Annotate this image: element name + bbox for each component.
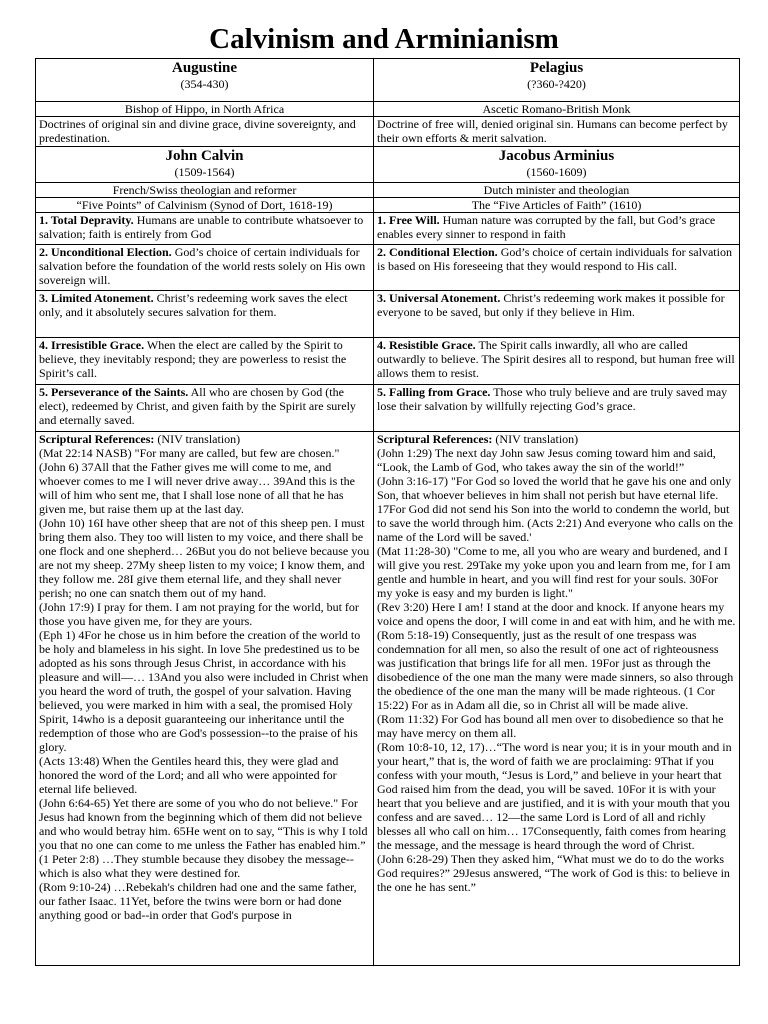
arminius-ref: (John 6:28-29) Then they asked him, “What must we do to do the works God requires?” 29Jesus answered, “The work of God is this: to believe in the one he has sent.” (377, 852, 730, 894)
augustine-name: Augustine (171, 60, 238, 76)
calvin-scripture-refs (36, 432, 374, 966)
arminius-name: Jacobus Arminius (498, 148, 615, 164)
arminius-scripture-refs (374, 432, 740, 966)
arminius-ref: (Rom 5:18-19) Consequently, just as the result of one trespass was condemnation for all men, so also the result of one act of righteousness was justification that brings life for all men. 19For just as through the disobedience of the one man the many were made sinners, so also through the obedience of the one man the many will be made righteous. (1 Cor 15:22) For as in Adam all die, so in Christ all will be made alive. (377, 628, 734, 712)
calvin-ref: (John 10) 16I have other sheep that are not of this sheep pen. I must bring them also. They too will listen to my voice, and there shall be one flock and one shepherd… 26But you do not believe because you are not my sheep. 27My sheep listen to my voice; I know them, and they follow me. 28I give them eternal life, and they shall never perish; no one can snatch them out of my hand. (39, 516, 370, 600)
page-title: Calvinism and Arminianism (209, 23, 559, 55)
pelagius-doctrine: Doctrine of free will, denied original sin. Humans can become perfect by their own efforts & merit salvation. (374, 117, 740, 147)
calvin-point-5: 5. Perseverance of the Saints. All who are chosen by God (the elect), redeemed by Christ, and given faith by the Spirit are surely and eternally saved. (36, 385, 374, 432)
calvin-ref: (John 6) 37All that the Father gives me will come to me, and whoever comes to me I will never drive away… 39And this is the will of him who sent me, that I shall lose none of all that he has given me, but raise them up at the last day. (39, 460, 355, 516)
arminius-point-4: 4. Resistible Grace. The Spirit calls inwardly, all who are called outwardly to believe. The Spirit desires all to respond, but human free will allows them to resist. (374, 338, 740, 385)
pelagius-role: Ascetic Romano-British Monk (374, 102, 740, 117)
comparison-table (35, 58, 740, 966)
arminius-point-2: 2. Conditional Election. God’s choice of certain individuals for salvation is based on His foreseeing that they would respond to His call. (374, 245, 740, 291)
augustine-role: Bishop of Hippo, in North Africa (36, 102, 374, 117)
calvin-system: “Five Points” of Calvinism (Synod of Dort, 1618-19) (36, 198, 374, 213)
arminius-ref: (Mat 11:28-30) "Come to me, all you who are weary and burdened, and I will give you rest. 29Take my yoke upon you and learn from me, for I am gentle and humble in heart, and you will find rest for your souls. 30For my yoke is easy and my burden is light." (377, 544, 731, 600)
pelagius-dates: (?360-?420) (527, 77, 586, 91)
calvin-ref: (1 Peter 2:8) …They stumble because they disobey the message--which is also what they were destined for. (39, 852, 354, 880)
pelagius-name: Pelagius (529, 60, 584, 76)
calvin-point-1: 1. Total Depravity. Humans are unable to contribute whatsoever to salvation; faith is entirely from God (36, 213, 374, 245)
calvin-ref: (Rom 9:10-24) …Rebekah's children had one and the same father, our father Isaac. 11Yet, before the twins were born or had done anything good or bad--in order that God's purpose in (39, 880, 357, 922)
augustine-doctrine: Doctrines of original sin and divine grace, divine sovereignty, and predestination. (36, 117, 374, 147)
pelagius-header (374, 59, 740, 102)
arminius-point-5: 5. Falling from Grace. Those who truly believe and are truly saved may lose their salvation by willfully rejecting God’s grace. (374, 385, 740, 432)
arminius-point-1: 1. Free Will. Human nature was corrupted by the fall, but God’s grace enables every sinner to respond in faith (374, 213, 740, 245)
calvin-header (36, 147, 374, 183)
arminius-ref: (John 1:29) The next day John saw Jesus coming toward him and said, “Look, the Lamb of God, who takes away the sin of the world!” (377, 446, 716, 474)
calvin-point-3: 3. Limited Atonement. Christ’s redeeming work saves the elect only, and it absolutely secures salvation for them. (36, 291, 374, 338)
arminius-ref: (Rev 3:20) Here I am! I stand at the door and knock. If anyone hears my voice and opens the door, I will come in and eat with him, and he with me. (377, 600, 736, 628)
calvin-point-2: 2. Unconditional Election. God’s choice of certain individuals for salvation before the foundation of the world rests solely on His own sovereign will. (36, 245, 374, 291)
arminius-dates: (1560-1609) (526, 165, 587, 179)
calvin-point-4: 4. Irresistible Grace. When the elect are called by the Spirit to believe, they inevitably respond; they are powerless to resist the Spirit’s call. (36, 338, 374, 385)
calvin-ref: (John 6:64-65) Yet there are some of you who do not believe." For Jesus had known from the beginning which of them did not believe and who would betray him. 65He went on to say, “This is why I told you that no one can come to me unless the Father has enabled him.” (39, 796, 368, 852)
augustine-dates: (354-430) (180, 77, 229, 91)
arminius-ref: (John 3:16-17) "For God so loved the world that he gave his one and only Son, that whoever believes in him shall not perish but have eternal life. 17For God did not send his Son into the world to condemn the world, but to save the world through him. (Acts 2:21) And everyone who calls on the name of the Lord will be saved.' (377, 474, 733, 544)
calvin-ref: (Mat 22:14 NASB) "For many are called, but few are chosen." (39, 446, 340, 460)
calvin-ref: (Eph 1) 4For he chose us in him before the creation of the world to be holy and blameless in his sight. In love 5he predestined us to be adopted as his sons through Jesus Christ, in accordance with his pleasure and will—… 13And you also were included in Christ when you heard the word of truth, the gospel of your salvation. Having believed, you were marked in him with a seal, the promised Holy Spirit, 14who is a deposit guaranteeing our inheritance until the redemption of those who are God's possession--to the praise of his glory. (39, 628, 369, 754)
calvin-name: John Calvin (165, 148, 244, 164)
calvin-ref: (Acts 13:48) When the Gentiles heard this, they were glad and honored the word of the Lord; and all who were appointed for eternal life believed. (39, 754, 339, 796)
arminius-system: The “Five Articles of Faith” (1610) (374, 198, 740, 213)
calvin-role: French/Swiss theologian and reformer (36, 183, 374, 198)
calvin-dates: (1509-1564) (174, 165, 235, 179)
arminius-ref: (Rom 10:8-10, 12, 17)…“The word is near you; it is in your mouth and in your heart,” that is, the word of faith we are proclaiming: 9That if you confess with your mouth, “Jesus is Lord,” and believe in your heart that God raised him from the dead, you will be saved. 10For it is with your heart that you believe and are justified, and it is with your mouth that you confess and are saved… 12—the same Lord is Lord of all and richly blesses all who call on him… 17Consequently, faith comes from hearing the message, and the message is heard through the word of Christ. (377, 740, 732, 852)
arminius-point-3: 3. Universal Atonement. Christ’s redeeming work makes it possible for everyone to be saved, but only if they believe in Him. (374, 291, 740, 338)
calvin-ref: (John 17:9) I pray for them. I am not praying for the world, but for those you have given me, for they are yours. (39, 600, 359, 628)
arminius-header (374, 147, 740, 183)
arminius-role: Dutch minister and theologian (374, 183, 740, 198)
arminius-ref: (Rom 11:32) For God has bound all men over to disobedience so that he may have mercy on them all. (377, 712, 724, 740)
calvin-refs-heading: Scriptural References: (NIV translation) (39, 432, 241, 446)
arminius-refs-heading: Scriptural References: (NIV translation) (377, 432, 579, 446)
augustine-header (36, 59, 374, 102)
